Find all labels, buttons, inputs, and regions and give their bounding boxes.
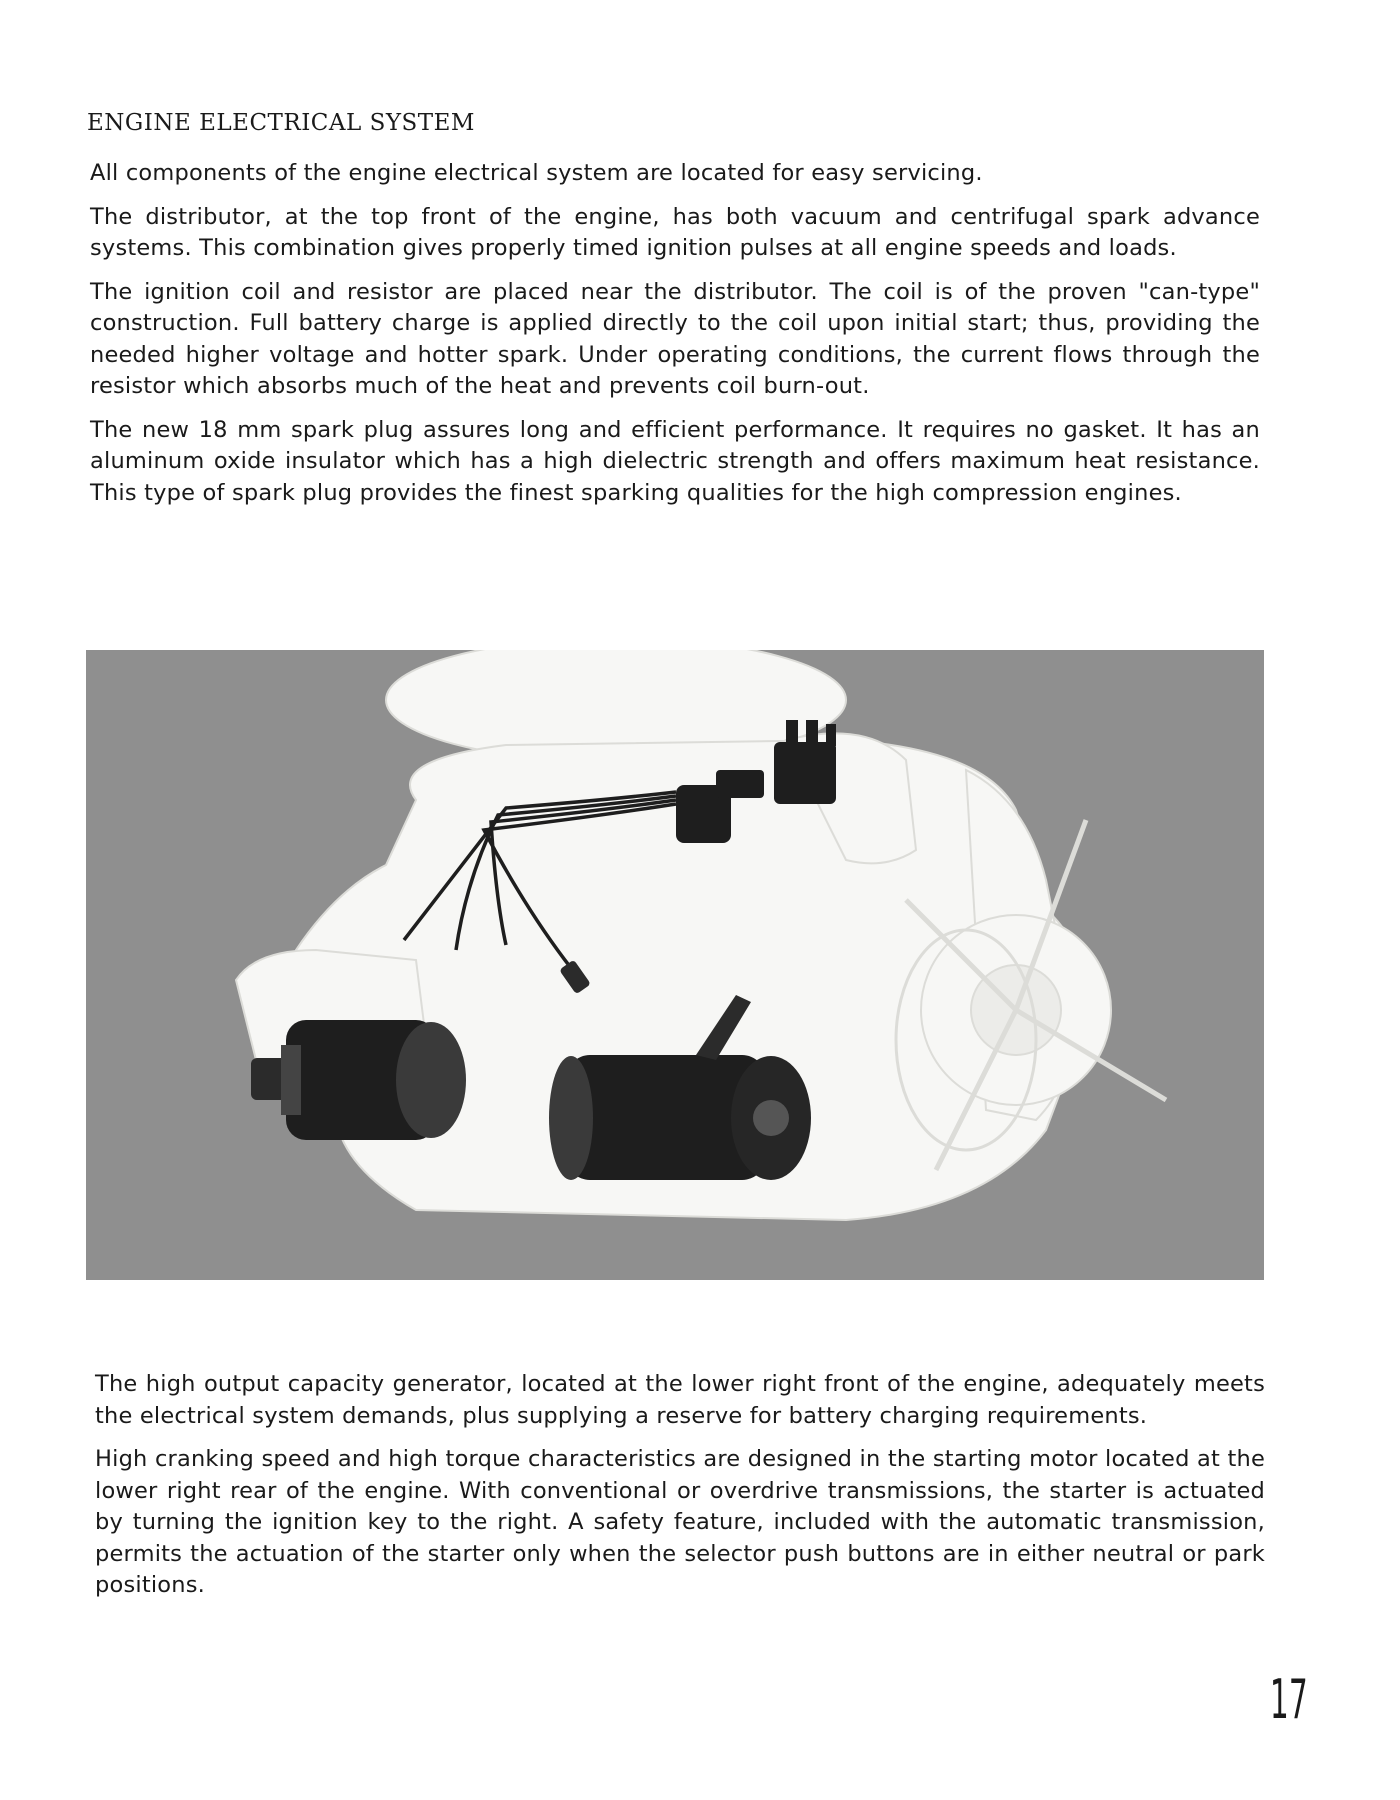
paragraph-starting-motor: High cranking speed and high torque characteristics are designed in the starting motor located at the lower right rear of the engine. With conventional or overdrive transmissions, the starter is actuated by turning the ignition key to the right. A safety feature, included with the automatic transmission, permits the actuation of the starter only when the selector push buttons are in either neutral or park positions. xyxy=(95,1446,1265,1598)
section-heading: ENGINE ELECTRICAL SYSTEM xyxy=(87,110,475,136)
engine-drawing xyxy=(86,650,1264,1280)
paragraph-ignition-coil: The ignition coil and resistor are placed near the distributor. The coil is of the proven "can-type" construction. Full battery charge is applied directly to the coil upon initial start; thus, providing the needed higher voltage and hotter spark. Under operating conditions, the current flows through the resistor which absorbs much of the heat and prevents coil burn-out. xyxy=(90,278,1260,399)
closing-text xyxy=(95,1369,1265,1614)
engine-illustration xyxy=(86,650,1264,1280)
page-number: 17 xyxy=(1270,1668,1308,1731)
intro-text xyxy=(90,158,1260,521)
paragraph-intro: All components of the engine electrical system are located for easy servicing. xyxy=(90,160,983,186)
paragraph-distributor: The distributor, at the top front of the engine, has both vacuum and centrifugal spark advance systems. This combination gives properly timed ignition pulses at all engine speeds and loads. xyxy=(90,203,1260,261)
paragraph-spark-plug: The new 18 mm spark plug assures long and efficient performance. It requires no gasket. It has an aluminum oxide insulator which has a high dielectric strength and offers maximum heat resistance. This type of spark plug provides the finest sparking qualities for the high compression engines. xyxy=(90,416,1260,506)
paragraph-generator: The high output capacity generator, located at the lower right front of the engine, adequately meets the electrical system demands, plus supplying a reserve for battery charging requirements. xyxy=(95,1371,1265,1429)
